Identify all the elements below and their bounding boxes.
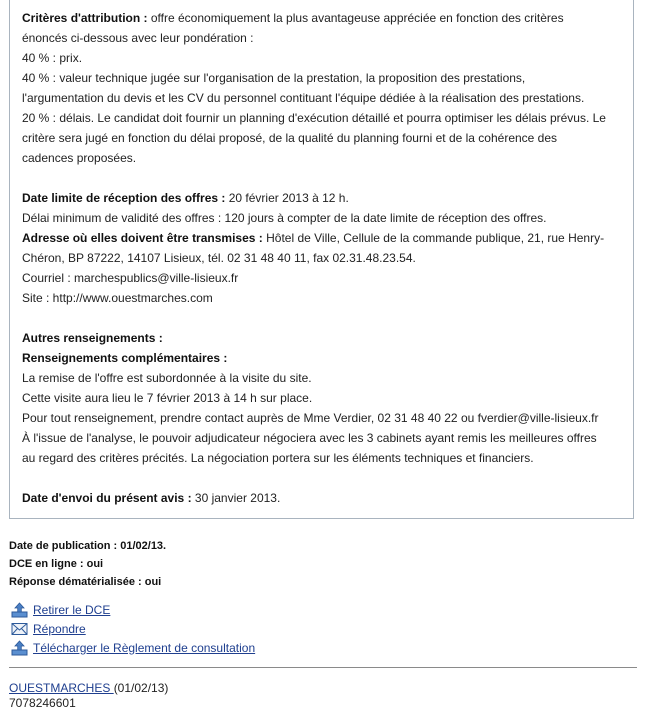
download-rules-action[interactable]: [11, 638, 255, 657]
publication-meta: [9, 537, 166, 591]
email-line: Courriel : marchespublics@ville-lisieux.fr: [22, 271, 239, 285]
dematerialized-response: Réponse dématérialisée : oui: [9, 576, 162, 588]
source-link[interactable]: OUESTMARCHES: [9, 681, 114, 695]
deadline-label: Date limite de réception des offres :: [22, 191, 226, 205]
notice-panel: [9, 0, 634, 519]
info-line: À l'issue de l'analyse, le pouvoir adjudicateur négociera avec les 3 cabinets ayant remis les meilleures offres: [22, 431, 597, 445]
additional-info-label: Renseignements complémentaires :: [22, 351, 228, 365]
retrieve-dce-action[interactable]: [11, 600, 255, 619]
sent-date-label: Date d'envoi du présent avis :: [22, 491, 192, 505]
info-line: au regard des critères précités. La négociation portera sur les éléments techniques et financiers.: [22, 451, 534, 465]
download-tray-icon: [11, 640, 28, 656]
sent-date-value: 30 janvier 2013.: [191, 491, 281, 505]
site-line: Site : http://www.ouestmarches.com: [22, 291, 213, 305]
reference-number: 7078246601: [9, 696, 76, 710]
envelope-icon: [11, 621, 28, 637]
dce-online: DCE en ligne : oui: [9, 558, 104, 570]
address-text: Hôtel de Ville, Cellule de la commande publique, 21, rue Henry-: [262, 231, 605, 245]
criterion-delays-cont: critère sera jugé en fonction du délai proposé, de la qualité du planning fourni et de la cohérence des: [22, 131, 558, 145]
actions-list: [11, 600, 255, 657]
criteria-text-cont: énoncés ci-dessous avec leur pondération :: [22, 31, 254, 45]
retrieve-dce-link[interactable]: Retirer le DCE: [33, 602, 111, 617]
validity-text: Délai minimum de validité des offres : 120 jours à compter de la date limite de réception des offres.: [22, 211, 547, 225]
download-rules-link[interactable]: Télécharger le Règlement de consultation: [33, 640, 256, 655]
criterion-price: 40 % : prix.: [22, 51, 83, 65]
criteria-label: Critères d'attribution :: [22, 11, 148, 25]
criterion-technical-cont: l'argumentation du devis et les CV du personnel contituant l'équipe dédiée à la réalisation des prestations.: [22, 91, 585, 105]
address-text-cont: Chéron, BP 87222, 14107 Lisieux, tél. 02 31 48 40 11, fax 02.31.48.23.54.: [22, 251, 416, 265]
download-tray-icon: [11, 602, 28, 618]
address-label: Adresse où elles doivent être transmises :: [22, 231, 263, 245]
info-line: Pour tout renseignement, prendre contact auprès de Mme Verdier, 02 31 48 40 22 ou fverdier@ville-lisieux.fr: [22, 411, 599, 425]
reply-link[interactable]: Répondre: [33, 621, 86, 636]
criterion-technical: 40 % : valeur technique jugée sur l'organisation de la prestation, la proposition des prestations,: [22, 71, 526, 85]
deadline-value: 20 février 2013 à 12 h.: [225, 191, 349, 205]
criterion-delays: 20 % : délais. Le candidat doit fournir un planning d'exécution détaillé et pourra optimiser les délais prévus. Le: [22, 111, 606, 125]
info-line: Cette visite aura lieu le 7 février 2013 à 14 h sur place.: [22, 391, 313, 405]
source-date: (01/02/13): [113, 681, 169, 695]
source-footer: [9, 681, 168, 711]
divider: [9, 667, 637, 668]
criterion-delays-end: cadences proposées.: [22, 151, 137, 165]
info-line: La remise de l'offre est subordonnée à la visite du site.: [22, 371, 312, 385]
publication-date: Date de publication : 01/02/13.: [9, 540, 167, 552]
other-info-label: Autres renseignements :: [22, 331, 163, 345]
criteria-text: offre économiquement la plus avantageuse appréciée en fonction des critères: [147, 11, 564, 25]
reply-action[interactable]: [11, 619, 255, 638]
